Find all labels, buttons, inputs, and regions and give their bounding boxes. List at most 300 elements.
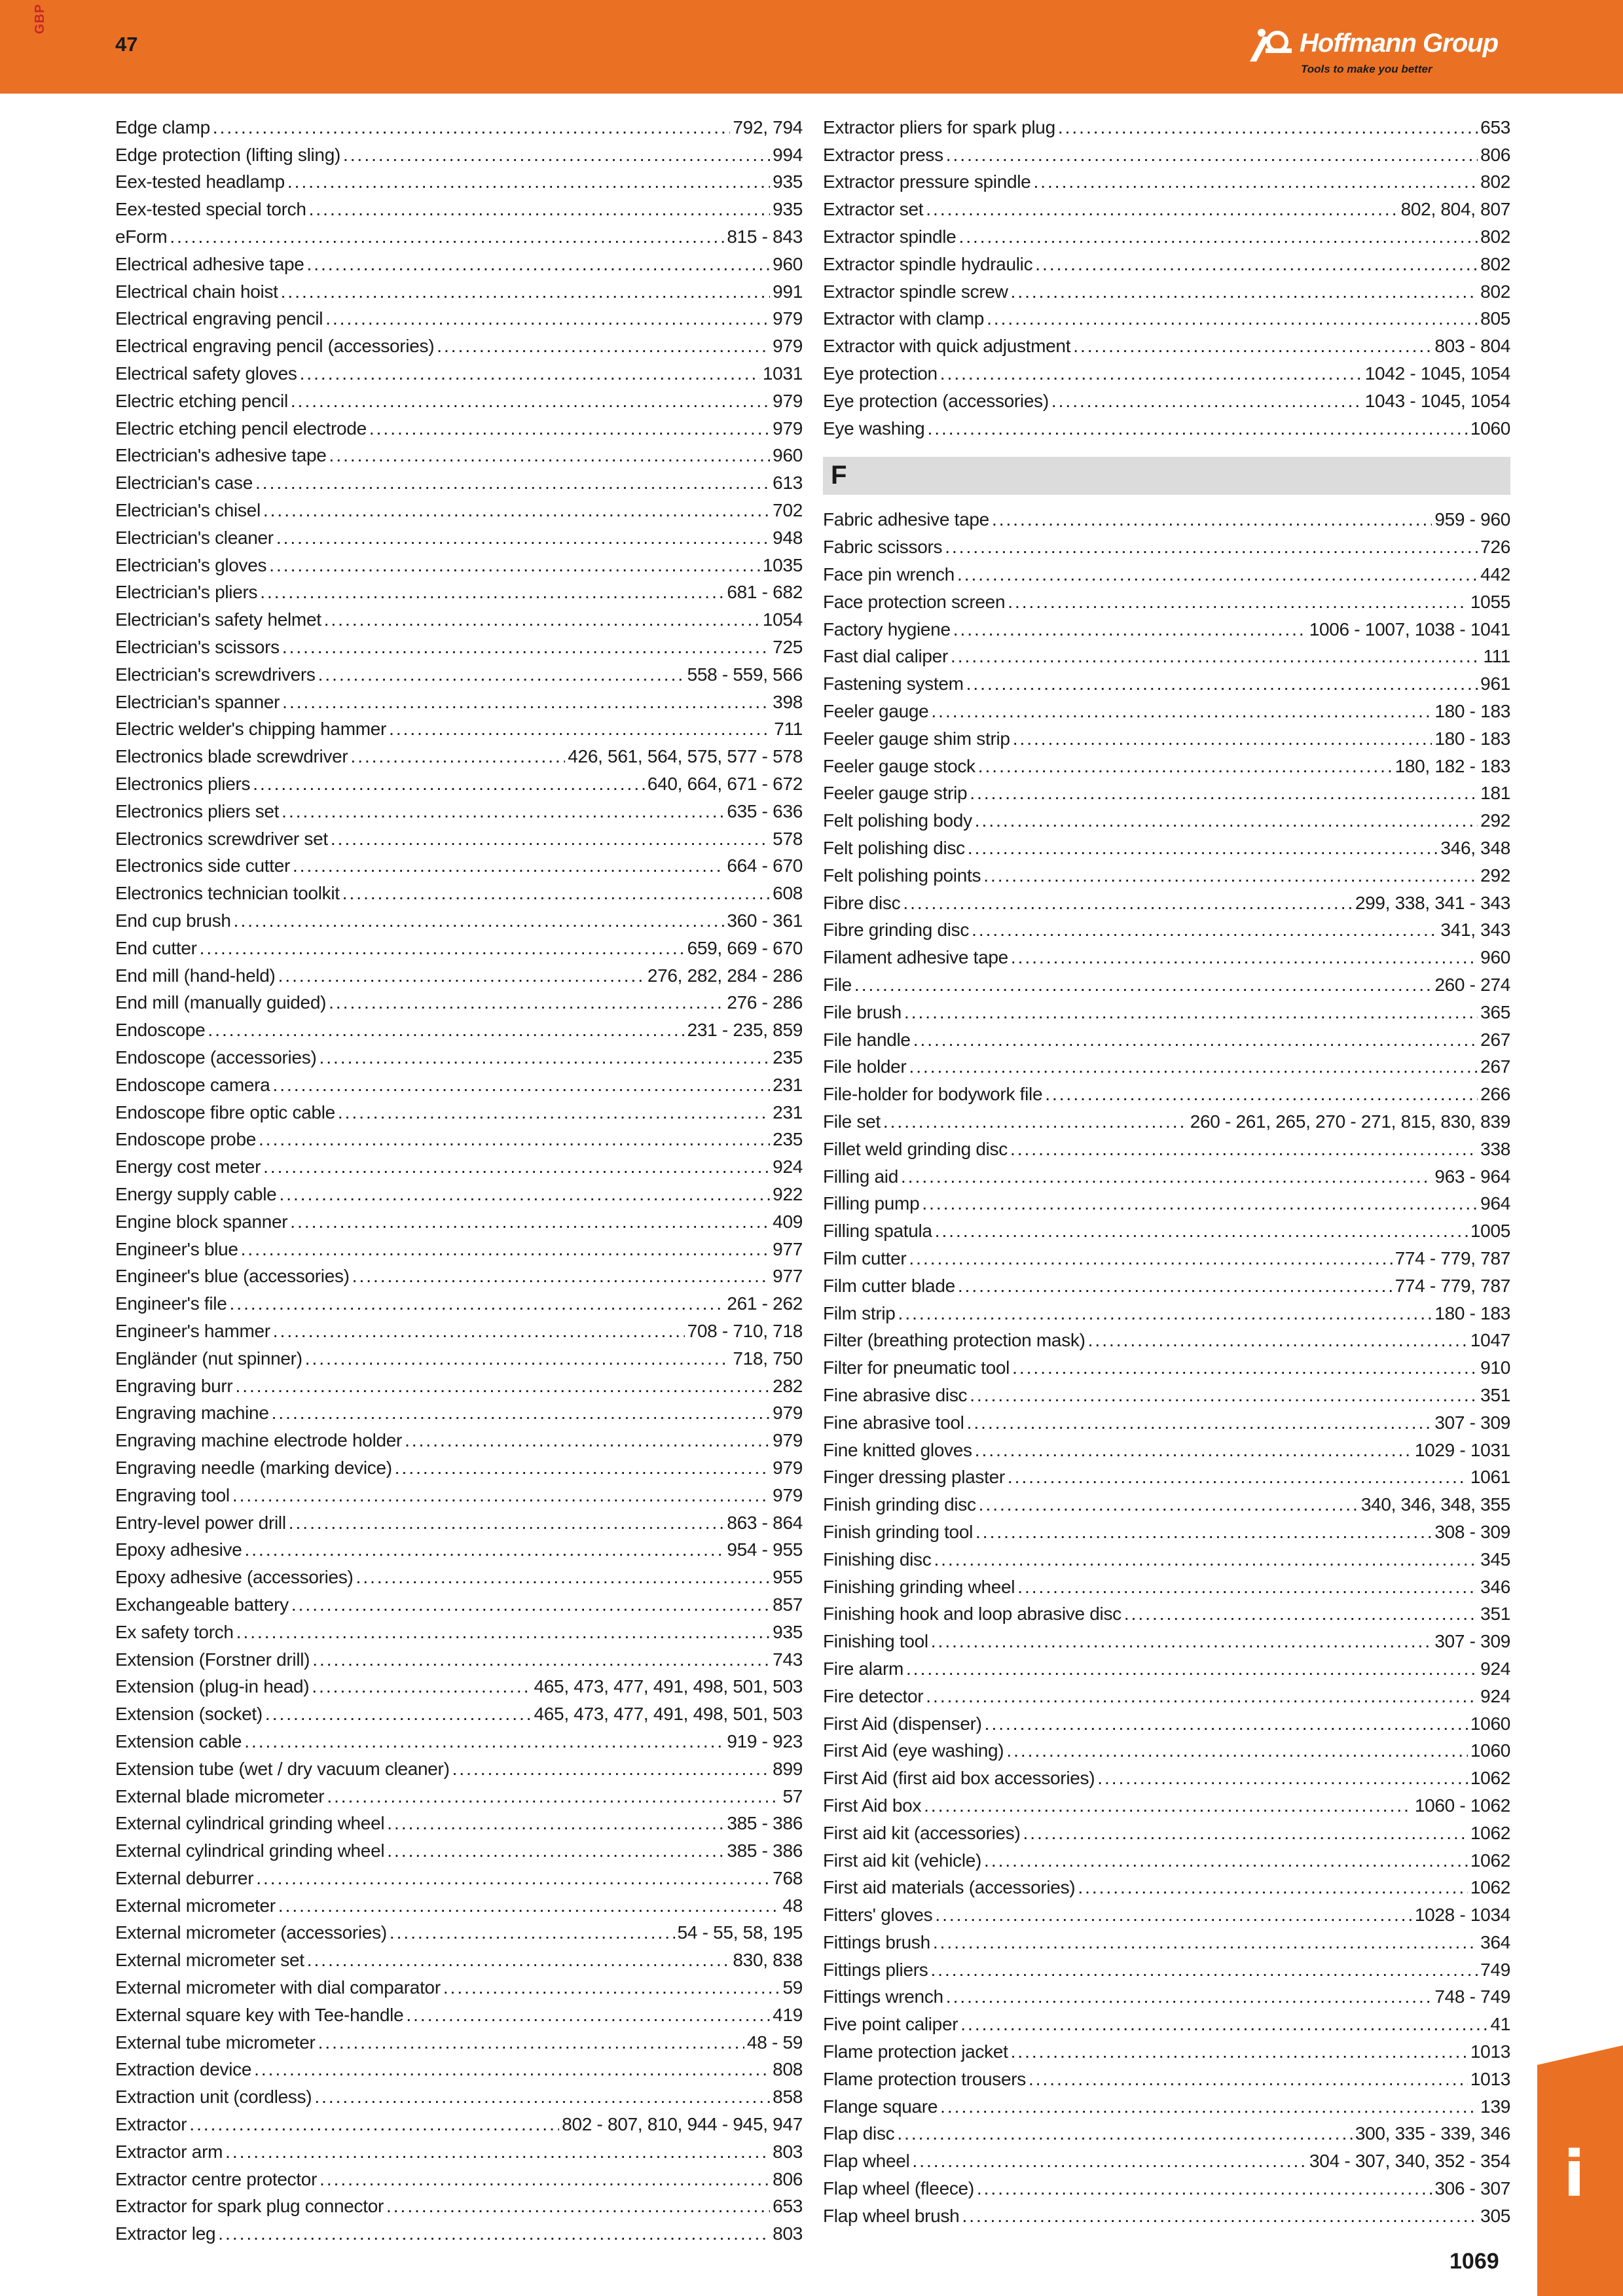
index-term: File set xyxy=(823,1111,881,1132)
index-term: Electrician's safety helmet xyxy=(115,609,321,630)
index-entry xyxy=(115,1071,803,1099)
index-entry xyxy=(115,1399,803,1427)
index-term: Extension cable xyxy=(115,1731,242,1751)
dot-leader xyxy=(1078,1878,1468,1897)
index-page-ref: 948 xyxy=(773,527,803,548)
index-page-ref: 640, 664, 671 - 672 xyxy=(647,774,803,795)
logo-mark-icon xyxy=(1247,27,1297,64)
index-entry xyxy=(115,1290,803,1318)
index-term: Electrical safety gloves xyxy=(115,363,297,384)
index-term: Endoscope (accessories) xyxy=(115,1047,317,1067)
index-page-ref: 808 xyxy=(773,2059,803,2080)
index-term: Extractor for spark plug connector xyxy=(115,2196,384,2217)
dot-leader xyxy=(897,2125,1352,2143)
index-term: Engine block spanner xyxy=(115,1211,288,1232)
index-entry xyxy=(115,1673,803,1700)
index-term: Electric etching pencil electrode xyxy=(115,418,367,439)
dot-leader xyxy=(1124,1605,1478,1623)
index-term: Feeler gauge xyxy=(823,701,929,722)
index-term: Fine abrasive tool xyxy=(823,1412,964,1433)
index-entry xyxy=(823,1217,1510,1245)
index-page-ref: 749 xyxy=(1480,1959,1510,1980)
index-entry xyxy=(115,825,803,853)
dot-leader xyxy=(912,2152,1307,2170)
dot-leader xyxy=(259,1130,770,1149)
index-term: Finish grinding tool xyxy=(823,1521,974,1542)
index-entry xyxy=(823,834,1510,862)
index-term: Ex safety torch xyxy=(115,1621,234,1642)
index-entry xyxy=(115,497,803,524)
index-page-ref: 718, 750 xyxy=(733,1348,803,1369)
index-column-left xyxy=(115,114,803,2248)
index-page-ref: 340, 346, 348, 355 xyxy=(1360,1494,1510,1515)
index-entry xyxy=(115,2166,803,2193)
dot-leader xyxy=(904,1003,1478,1022)
index-term: Flap wheel xyxy=(823,2151,910,2172)
index-page-ref: 1062 xyxy=(1470,1877,1510,1898)
index-entry xyxy=(823,1108,1510,1136)
index-page-ref: 181 xyxy=(1480,783,1510,804)
index-term: Electrician's spanner xyxy=(115,691,280,712)
dot-leader xyxy=(1011,948,1478,967)
index-page-ref: 180 - 183 xyxy=(1434,728,1510,749)
index-page-ref: 802, 804, 807 xyxy=(1400,199,1510,220)
dot-leader xyxy=(970,784,1478,802)
index-entry xyxy=(115,415,803,442)
index-term: Endoscope camera xyxy=(115,1074,270,1095)
index-page-ref: 664 - 670 xyxy=(727,855,803,876)
index-term: Endoscope xyxy=(115,1020,206,1041)
dot-leader xyxy=(978,757,1393,776)
index-term: Fitters' gloves xyxy=(823,1905,933,1926)
dot-leader xyxy=(934,1551,1478,1569)
index-entry xyxy=(823,114,1510,141)
dot-leader xyxy=(979,1496,1359,1514)
dot-leader xyxy=(931,1632,1432,1651)
index-entry xyxy=(115,1345,803,1372)
dot-leader xyxy=(293,857,724,875)
index-page-ref: 1054 xyxy=(762,609,803,630)
index-term: First aid kit (accessories) xyxy=(823,1822,1021,1843)
index-term: End cutter xyxy=(115,937,197,958)
dot-leader xyxy=(263,1158,770,1176)
index-entry xyxy=(823,2121,1510,2148)
dot-leader xyxy=(305,1350,731,1368)
dot-leader xyxy=(236,1623,770,1641)
index-term: Fine knitted gloves xyxy=(823,1439,972,1460)
index-term: Fittings wrench xyxy=(823,1986,943,2007)
index-page-ref: 398 xyxy=(773,691,803,712)
dot-leader xyxy=(940,365,1362,383)
index-term: Film strip xyxy=(823,1302,896,1323)
catalogue-code: GBP xyxy=(33,3,47,34)
index-page-ref: 1060 xyxy=(1470,1713,1510,1734)
index-entry xyxy=(823,2038,1510,2066)
dot-leader xyxy=(300,365,760,383)
index-entry xyxy=(823,1600,1510,1628)
index-term: Filling aid xyxy=(823,1166,898,1187)
dot-leader xyxy=(975,812,1478,830)
index-term: File-holder for bodywork file xyxy=(823,1084,1043,1105)
index-page-ref: 307 - 309 xyxy=(1434,1631,1510,1652)
dot-leader xyxy=(269,556,760,575)
dot-leader xyxy=(935,1906,1412,1924)
index-term: Fire alarm xyxy=(823,1658,904,1679)
dot-leader xyxy=(325,310,770,328)
index-entry xyxy=(115,1482,803,1509)
dot-leader xyxy=(200,939,685,958)
index-page-ref: 351 xyxy=(1480,1604,1510,1624)
index-entry xyxy=(823,753,1510,780)
index-entry xyxy=(115,332,803,360)
dot-leader xyxy=(967,1414,1432,1432)
index-term: Flap wheel (fleece) xyxy=(823,2178,974,2199)
index-page-ref: 803 - 804 xyxy=(1434,336,1510,357)
dot-leader xyxy=(230,1295,725,1313)
index-page-ref: 54 - 55, 58, 195 xyxy=(677,1922,803,1943)
index-page-ref: 613 xyxy=(773,473,803,493)
index-term: End mill (manually guided) xyxy=(115,992,327,1013)
index-entry xyxy=(115,196,803,223)
index-entry xyxy=(823,1081,1510,1108)
index-page-ref: 360 - 361 xyxy=(727,910,803,931)
index-entry xyxy=(823,670,1510,698)
index-page-ref: 364 xyxy=(1480,1931,1510,1952)
dot-leader xyxy=(319,2170,770,2189)
index-entry xyxy=(823,1054,1510,1081)
index-entry xyxy=(823,2202,1510,2230)
index-page-ref: 726 xyxy=(1480,537,1510,558)
index-term: Electrical engraving pencil xyxy=(115,308,323,329)
index-page-ref: 979 xyxy=(773,1430,803,1451)
index-entry xyxy=(115,1153,803,1181)
index-entry xyxy=(823,387,1510,415)
index-term: Electronics blade screwdriver xyxy=(115,746,348,767)
index-entry xyxy=(823,1792,1510,1820)
index-page-ref: 1042 - 1045, 1054 xyxy=(1364,363,1510,384)
dot-leader xyxy=(1035,255,1478,274)
company-logo xyxy=(1247,25,1509,77)
index-term: Electrician's screwdrivers xyxy=(115,664,316,685)
index-page-ref: 180 - 183 xyxy=(1434,1302,1510,1323)
index-entry xyxy=(115,1619,803,1646)
index-entry xyxy=(115,962,803,990)
index-term: File holder xyxy=(823,1056,907,1077)
logo-name: Hoffmann Group xyxy=(1300,29,1499,58)
index-entry xyxy=(823,1683,1510,1710)
index-page-ref: 305 xyxy=(1480,2205,1510,2226)
index-term: Endoscope probe xyxy=(115,1129,257,1150)
dot-leader xyxy=(290,1213,770,1231)
dot-leader xyxy=(913,1031,1478,1049)
index-entry xyxy=(823,1026,1510,1054)
index-page-ref: 465, 473, 477, 491, 498, 501, 503 xyxy=(534,1676,803,1697)
index-page-ref: 924 xyxy=(1480,1658,1510,1679)
section-header-f: F xyxy=(823,457,1510,495)
index-page-ref: 708 - 710, 718 xyxy=(687,1320,803,1341)
index-term: Edge clamp xyxy=(115,117,210,137)
dot-leader xyxy=(338,1103,770,1122)
index-term: Feeler gauge shim strip xyxy=(823,728,1010,749)
dot-leader xyxy=(931,702,1432,721)
index-term: Extractor with quick adjustment xyxy=(823,336,1071,357)
dot-leader xyxy=(935,1222,1468,1240)
index-page-ref: 299, 338, 341 - 343 xyxy=(1355,892,1510,913)
index-entry xyxy=(115,169,803,196)
index-term: Electronics pliers xyxy=(115,774,251,795)
dot-leader xyxy=(1045,1085,1478,1103)
index-page-ref: 955 xyxy=(773,1567,803,1588)
index-entry xyxy=(115,579,803,607)
index-term: Fast dial caliper xyxy=(823,646,948,667)
index-entry xyxy=(115,1865,803,1892)
index-term: eForm xyxy=(115,226,168,247)
index-entry xyxy=(823,332,1510,360)
dot-leader xyxy=(452,1760,771,1778)
index-entry xyxy=(823,971,1510,999)
index-entry xyxy=(115,661,803,689)
index-entry xyxy=(823,1765,1510,1792)
index-entry xyxy=(823,2066,1510,2093)
dot-leader xyxy=(1012,1359,1478,1377)
index-page-ref: 774 - 779, 787 xyxy=(1395,1247,1510,1268)
index-page-ref: 292 xyxy=(1480,865,1510,886)
dot-leader xyxy=(390,1924,675,1942)
index-term: Flange square xyxy=(823,2096,938,2117)
index-term: Extraction unit (cordless) xyxy=(115,2087,312,2108)
index-entry xyxy=(823,1463,1510,1491)
dot-leader xyxy=(1011,2043,1468,2061)
index-page-ref: 231 xyxy=(773,1102,803,1122)
index-page-ref: 815 - 843 xyxy=(727,226,803,247)
index-entry xyxy=(823,1354,1510,1382)
index-entry xyxy=(115,251,803,278)
index-page-ref: 991 xyxy=(773,281,803,302)
index-page-ref: 59 xyxy=(782,1977,803,1998)
index-entry xyxy=(115,1564,803,1591)
index-entry xyxy=(115,1372,803,1400)
index-entry xyxy=(115,223,803,251)
index-term: Finishing grinding wheel xyxy=(823,1576,1015,1597)
index-entry xyxy=(823,1874,1510,1901)
index-page-ref: 1060 - 1062 xyxy=(1414,1795,1510,1816)
index-page-ref: 235 xyxy=(773,1129,803,1150)
index-page-ref: 465, 473, 477, 491, 498, 501, 503 xyxy=(534,1704,803,1725)
index-page-ref: 748 - 749 xyxy=(1434,1986,1510,2007)
index-term: External micrometer set xyxy=(115,1950,304,1971)
index-term: File brush xyxy=(823,1001,902,1022)
index-page-ref: 653 xyxy=(773,2196,803,2217)
index-page-ref: 1047 xyxy=(1470,1330,1510,1351)
index-entry xyxy=(115,880,803,907)
index-page-ref: 1062 xyxy=(1470,1768,1510,1789)
dot-leader xyxy=(1033,173,1478,191)
dot-leader xyxy=(922,1194,1478,1213)
dot-leader xyxy=(992,511,1432,529)
index-page-ref: 863 - 864 xyxy=(727,1512,803,1533)
dot-leader xyxy=(945,538,1478,556)
index-page-ref: 409 xyxy=(773,1211,803,1232)
index-entry xyxy=(823,1300,1510,1327)
index-page-ref: 385 - 386 xyxy=(727,1840,803,1861)
index-term: File xyxy=(823,975,852,995)
index-entry xyxy=(115,907,803,935)
dot-leader xyxy=(189,2115,559,2134)
index-term: Exchangeable battery xyxy=(115,1594,289,1615)
index-page-ref: 1028 - 1034 xyxy=(1414,1905,1510,1926)
index-page-ref: 276, 282, 284 - 286 xyxy=(647,965,803,986)
index-page-ref: 802 xyxy=(1480,281,1510,302)
index-entry xyxy=(115,716,803,744)
index-term: Face pin wrench xyxy=(823,564,955,585)
index-page-ref: 282 xyxy=(773,1375,803,1396)
index-term: Eye protection xyxy=(823,363,938,384)
index-term: Endoscope fibre optic cable xyxy=(115,1102,335,1122)
dot-leader xyxy=(1017,1578,1478,1596)
dot-leader xyxy=(984,1852,1468,1870)
index-term: Fillet weld grinding disc xyxy=(823,1138,1008,1159)
index-entry xyxy=(115,469,803,497)
index-term: Finishing hook and loop abrasive disc xyxy=(823,1604,1122,1624)
index-page-ref: 260 - 274 xyxy=(1434,975,1510,995)
index-page-ref: 979 xyxy=(773,1403,803,1424)
dot-leader xyxy=(309,200,771,219)
index-page-ref: 979 xyxy=(773,1484,803,1505)
index-term: Flame protection jacket xyxy=(823,2041,1008,2062)
index-page-ref: 1029 - 1031 xyxy=(1414,1439,1510,1460)
index-entry xyxy=(115,2138,803,2166)
index-term: Electrical adhesive tape xyxy=(115,253,304,274)
index-entry xyxy=(115,2001,803,2029)
index-page-ref: 960 xyxy=(773,445,803,466)
index-term: Engraving needle (marking device) xyxy=(115,1457,392,1478)
dot-leader xyxy=(960,2015,1487,2034)
index-page-ref: 300, 335 - 339, 346 xyxy=(1355,2123,1510,2144)
dot-leader xyxy=(1013,730,1432,748)
dot-leader xyxy=(1097,1769,1468,1787)
index-term: Extension (socket) xyxy=(115,1704,263,1725)
dot-leader xyxy=(933,1933,1478,1952)
index-entry xyxy=(823,278,1510,306)
index-page-ref: 231 xyxy=(773,1074,803,1095)
dot-leader xyxy=(218,2225,770,2243)
dot-leader xyxy=(350,747,565,766)
index-term: Extractor set xyxy=(823,199,924,220)
index-page-ref: 235 xyxy=(773,1047,803,1067)
index-entry xyxy=(115,1181,803,1208)
index-page-ref: 979 xyxy=(773,390,803,411)
index-entry xyxy=(115,743,803,770)
dot-leader xyxy=(977,2179,1432,2198)
index-entry xyxy=(823,588,1510,616)
index-entry xyxy=(115,1236,803,1263)
index-entry xyxy=(115,1016,803,1044)
logo-tagline: Tools to make you better xyxy=(1301,63,1432,75)
index-page-ref: 979 xyxy=(773,336,803,357)
index-entry xyxy=(115,798,803,825)
dot-leader xyxy=(331,830,770,848)
index-term: Electronics technician toolkit xyxy=(115,883,340,904)
index-page-ref: 180 - 183 xyxy=(1434,701,1510,722)
index-entry xyxy=(823,643,1510,671)
index-entry xyxy=(115,552,803,579)
index-entry xyxy=(115,2193,803,2221)
index-page-ref: 1060 xyxy=(1470,1740,1510,1761)
index-page-ref: 964 xyxy=(1480,1193,1510,1214)
dot-leader xyxy=(319,1049,770,1067)
index-entry xyxy=(115,2220,803,2248)
index-entry xyxy=(823,780,1510,808)
index-page-ref: 959 - 960 xyxy=(1434,509,1510,530)
index-entry xyxy=(115,853,803,880)
dot-leader xyxy=(342,884,770,903)
index-page-ref: 961 xyxy=(1480,673,1510,694)
index-entry xyxy=(115,1974,803,2001)
dot-leader xyxy=(1088,1331,1468,1350)
dot-leader xyxy=(1029,2070,1468,2089)
index-term: Electronics side cutter xyxy=(115,855,290,876)
index-entry xyxy=(823,1628,1510,1655)
index-entry xyxy=(823,1820,1510,1847)
index-term: Engraving burr xyxy=(115,1375,233,1396)
index-term: Engineer's hammer xyxy=(115,1320,270,1341)
dot-leader xyxy=(272,1076,770,1094)
index-page-ref: 857 xyxy=(773,1594,803,1615)
dot-leader xyxy=(983,867,1478,885)
index-term: External deburrer xyxy=(115,1867,254,1888)
dot-leader xyxy=(395,1459,770,1477)
index-page-ref: 1055 xyxy=(1470,591,1510,612)
index-term: Epoxy adhesive xyxy=(115,1539,242,1560)
index-entry xyxy=(823,1437,1510,1464)
index-term: External cylindrical grinding wheel xyxy=(115,1840,385,1861)
index-page-ref: 830, 838 xyxy=(733,1950,803,1971)
index-page-ref: 711 xyxy=(774,719,803,740)
index-term: Feeler gauge strip xyxy=(823,783,968,804)
index-entry xyxy=(115,770,803,798)
index-entry xyxy=(823,1518,1510,1546)
index-term: Filling pump xyxy=(823,1193,920,1214)
dot-leader xyxy=(273,1322,685,1340)
index-entry xyxy=(823,1956,1510,1984)
dot-leader xyxy=(1073,337,1432,355)
index-page-ref: 1060 xyxy=(1470,418,1510,439)
index-term: Electronics pliers set xyxy=(115,800,280,821)
index-term: First aid materials (accessories) xyxy=(823,1877,1076,1898)
index-page-ref: 260 - 261, 265, 270 - 271, 815, 830, 839 xyxy=(1190,1111,1510,1132)
index-page-ref: 635 - 636 xyxy=(727,800,803,821)
index-entry xyxy=(823,507,1510,534)
index-entry xyxy=(115,360,803,387)
dot-leader xyxy=(318,2034,744,2052)
index-entry xyxy=(115,1892,803,1920)
index-term: Felt polishing points xyxy=(823,865,981,886)
index-page-ref: 653 xyxy=(1480,117,1510,137)
index-column-right xyxy=(823,114,1510,2230)
footer-page-number: 1069 xyxy=(1450,2249,1499,2274)
index-page-ref: 994 xyxy=(773,144,803,165)
index-term: First Aid (eye washing) xyxy=(823,1740,1004,1761)
index-entry xyxy=(115,524,803,552)
index-term: Engraving tool xyxy=(115,1484,230,1505)
index-entry xyxy=(823,1245,1510,1272)
index-page-ref: 977 xyxy=(773,1238,803,1259)
index-entry xyxy=(823,725,1510,753)
dot-leader xyxy=(289,1514,725,1532)
dot-leader xyxy=(287,173,770,191)
dot-leader xyxy=(927,420,1467,438)
index-entry xyxy=(823,1163,1510,1191)
